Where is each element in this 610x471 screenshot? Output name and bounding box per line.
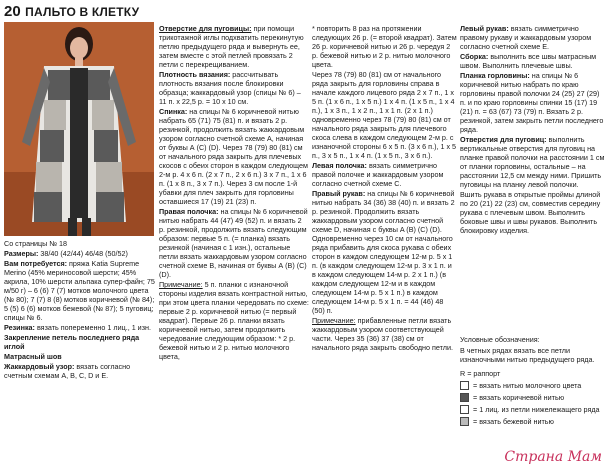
legend-rapport: R = раппорт — [460, 368, 501, 378]
assembly: Сборка: выполнить все швы матрасным швом. Выполнить плечевые швы. — [460, 52, 597, 70]
from-page: Со страницы № 18 — [4, 239, 68, 248]
legend-title: Условные обозначения: — [460, 335, 540, 344]
right-front: Правая полочка: на спицы № 6 коричневой нитью набрать 44 (47) 49 (52) п. и вязать 2 р. резинкой, продолжить вязать следующим образом: первые 5 п. (= планка) вязать резинкой (начиная с 1 изн.), остальные петли вязать жаккардовым узором согласно счетной схеме В, начиная от буквы А (В) (С) (D). — [159, 207, 308, 279]
brown-swatch-icon — [460, 393, 469, 402]
legend-brown: = вязать коричневой нитью — [460, 391, 606, 403]
rib-stitch: Резинка: вязать попеременно 1 лиц., 1 изн. — [4, 323, 151, 332]
column-assembly — [460, 24, 606, 236]
milk-swatch-icon — [460, 381, 469, 390]
column-back-front — [159, 24, 309, 362]
jacquard-pattern: Жаккардовый узор: вязать согласно счетным схемам А, В, С, D и Е. — [4, 362, 131, 380]
watermark: Страна Мам — [504, 449, 602, 465]
column-front-sleeves — [312, 24, 457, 353]
dip-stitch-icon — [460, 405, 469, 414]
right-sleeve: Правый рукав: на спицы № 6 коричневой нитью набрать 34 (36) 38 (40) п. и вязать 2 р. резинкой. Продолжить вязать жаккардовым узором согласно счетной схеме D, начиная с буквы A (B) (C) (D). Одновременно через 10 см от начального ряда прибавить для скоса рукава с обеих сторон в каждом следующем 12-м р. 5 х 1 п. (в каждом следующем 12-м р. 3 х 1 п. и в каждом следующем 14-м р. 2 х 1 п.) (в каждом следующем 12-м и в каждом следующем 14-м р. 5 х 1 п.) в каждом следующем 14-м р. 5 х 1 п. = 44 (46) 48 (50) п. — [312, 189, 455, 315]
mattress-seam: Матрасный шов — [4, 352, 62, 361]
materials: Вам потребуется: пряжа Katia Supreme Merino (45% мериносовой шерсти; 45% акрила, 10% шерсти альпака супер-файн; 75 м/50 г) – 6 (6) 7 (7) мотков молочного цвета (№ 80); 7 (7) 8 (8) мотков коричневой (№ 84); 5 (5) 6 (6) мотков бежевой (№ 87); 5 пуговиц; спицы № 6. — [4, 259, 155, 322]
neckband: Планка горловины: на спицы № 6 коричневой нитью набрать по краю горловины правой полочки 24 (25) 27 (29) п. и по краю горловины спинки 15 (17) 19 (21) п. = 63 (67) 73 (79) п. Вязать 2 р. резинкой, затем закрыть петли последнего ряда. — [460, 71, 604, 134]
model-photo — [4, 22, 154, 236]
buttonhole: Отверстие для пуговицы: при помощи трикотажной иглы подхватить перекинутую петлю предыдущего ряда и вывернуть ее, затем вместе с этой петлей провязать 2 петли с перекрещиванием. — [159, 24, 304, 69]
left-sleeve: Левый рукав: вязать симметрично правому рукаву и жаккардовым узором согласно счетной схеме Е. — [460, 24, 592, 51]
page-header — [4, 3, 139, 21]
column-materials — [4, 239, 156, 381]
legend-dip: = 1 лиц. из петли нижележащего ряда — [460, 403, 606, 415]
back: Спинка: на спицы № 6 коричневой нитью набрать 65 (71) 75 (81) п. и вязать 2 р. резинкой, продолжить вязать жаккардовым узором согласно счетной схеме А, начиная от буквы А (С) (D). Через 78 (79) 80 (81) см от начального ряда закрыть для плечевых скосов с обеих сторон в каждом следующем 2-м р. 4 х 6 п. (2 х 7 п., 2 х 6 п.) 3 х 7 п., 1 х 6 п. (1 х 8 п., 3 х 7 п.). Через 3 см после 1-й убавки для плеч закрыть для горловины оставшиеся 17 (19) 21 (23) п. — [159, 107, 308, 206]
fasten-off: Закрепление петель последнего ряда иглой — [4, 333, 140, 351]
buttonholes: Отверстия для пуговиц: выполнить вертикальные отверстия для пуговиц на планке правой полочки на расстоянии 1 см от планки горловины, остальные – на расстоянии 12,5 см между ними. Пришить пуговицы на планку левой полочки. — [460, 135, 605, 189]
neckline-shaping: Через 78 (79) 80 (81) см от начального ряда закрыть для горловины справа в начале каждого лицевого ряда 2 х 7 п., 1 х 5 п. (1 х 6 п., 1 х 5 п.) 1 х 4 п. (1 х 5 п., 1 х 4 п.), 1 х 3 п., 1 х 2 п., 1 х 1 п. (2 х 1 п.) одновременно через 78 (79) 80 (81) см от начального ряда закрыть для плечевого скоса слева в каждом следующем 2-м р. с изнаночной стороны 6 х 5 п. (3 х 6 п.), 1 х 5 п., 3 х 5 п., 1 х 4 п. (1 х 5 п., 3 х 6 п.). — [312, 70, 457, 160]
page-title: ПАЛЬТО В КЛЕТКУ — [25, 5, 140, 19]
coat-illustration — [4, 22, 154, 236]
beige-swatch-icon — [460, 417, 469, 426]
legend-beige: = вязать бежевой нитью — [460, 415, 606, 427]
left-front: Левая полочка: вязать симметрично правой полочке и жаккардовым узором согласно счетной схеме С. — [312, 161, 444, 188]
gauge: Плотность вязания: рассчитывать плотность вязания после блокировки образца; жаккардовый узор (спицы № 6) – 11 п. х 22,5 р. = 10 х 10 см. — [159, 70, 301, 106]
legend-lead: В четных рядах вязать все петли изнаночными нитью предыдущего ряда. — [460, 346, 595, 364]
sizes: Размеры: 38/40 (42/44) 46/48 (50/52) — [4, 249, 128, 258]
note-placket: Примечание: 5 п. планки с изнаночной стороны изделия вязать контрастной нитью, при этом цвета планки чередовать по схеме: первые 2 р. коричневой нитью (= первый квадрат). Первые 26 р. планки вязать коричневой нитью, затем продолжить чередование следующим образом: * 2 р. бежевой нитью и 2 р. нитью молочного цвета, — [159, 280, 309, 361]
placket-continued: * повторить 8 раз на протяжении следующих 26 р. (= второй квадрат). Затем 26 р. коричневой нитью и 26 р. чередуя 2 р. бежевой нитью и 2 р. нитью молочного цвета. — [312, 24, 457, 69]
legend-milk: = вязать нитью молочного цвета — [460, 379, 606, 391]
page-number: 20 — [4, 3, 21, 20]
symbol-legend — [460, 335, 606, 427]
finishing: Вшить рукава в открытые проймы длиной по 20 (21) 22 (23) см, совместив середину рукава с плечевым швом. Выполнить боковые швы и швы рукавов. Выполнить блокировку изделия. — [460, 190, 601, 235]
note-increases: Примечание: прибавленные петли вязать жаккардовым узором соответствующей части. Через 35 (36) 37 (38) см от начального ряда закрыть свободно петли. — [312, 316, 453, 352]
